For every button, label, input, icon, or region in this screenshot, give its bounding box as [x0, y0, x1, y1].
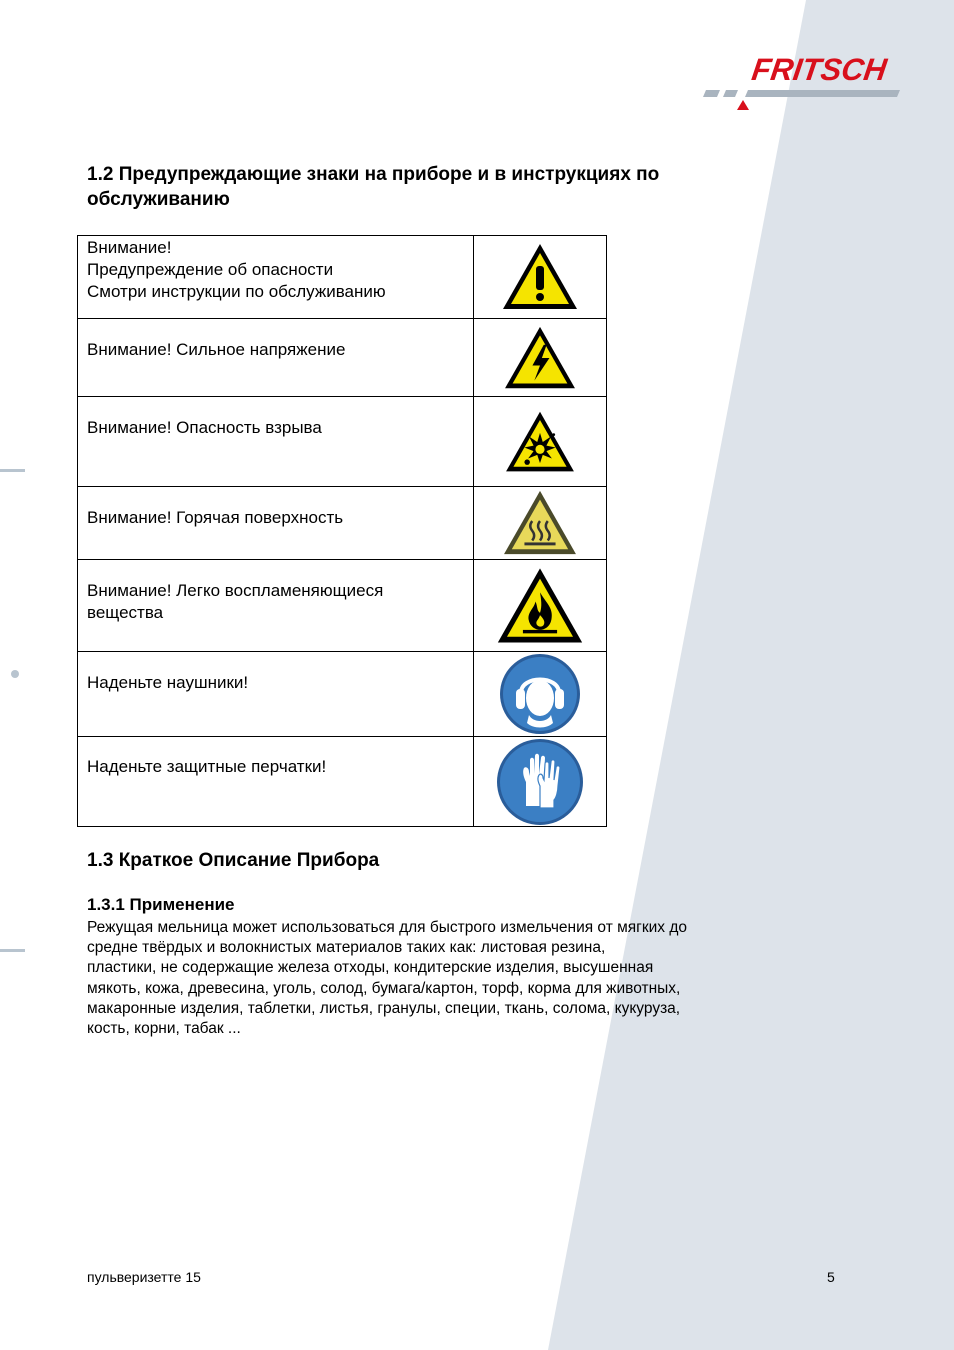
sign-label-line: Внимание! Горячая поверхность [87, 508, 344, 527]
sign-label-line: Наденьте защитные перчатки! [87, 757, 327, 776]
logo-wordmark: FRITSCH [749, 52, 889, 87]
paragraph-line: Режущая мельница может использоваться для быстрого измельчения от мягких до [87, 919, 687, 936]
sign-icon-cell [474, 652, 607, 737]
paragraph-line: мякоть, кожа, древесина, уголь, солод, бумага/картон, торф, корма для животных, [87, 979, 681, 997]
general-warning-icon [500, 241, 580, 313]
flammable-icon [494, 565, 586, 647]
sign-label-line: Внимание! Сильное напряжение [87, 340, 346, 359]
margin-mark [0, 469, 25, 472]
section-heading-1-2: 1.2 Предупреждающие знаки на приборе и в инструкциях по обслуживанию [87, 164, 660, 210]
fritsch-logo [700, 52, 915, 114]
sign-label [78, 319, 474, 397]
paragraph-line: средне твёрдых и волокнистых материалов таких как: листовая резина, [87, 939, 606, 957]
sign-icon-cell [474, 487, 607, 560]
ear-protection-icon [499, 653, 581, 735]
paragraph-line: кость, корни, табак ... [87, 1020, 241, 1038]
margin-dot [11, 670, 19, 678]
sign-label [78, 652, 474, 737]
sign-label-line: Внимание! Легко воспламеняющиеся [87, 581, 384, 600]
table-row [78, 487, 607, 560]
table-row [78, 397, 607, 487]
sign-icon-cell [474, 560, 607, 652]
sign-label-line: Наденьте наушники! [87, 673, 249, 692]
sign-label-line: Смотри инструкции по обслуживанию [87, 282, 386, 301]
explosion-icon [503, 409, 577, 475]
sign-icon-cell [474, 319, 607, 397]
sign-label-line: Внимание! Опасность взрыва [87, 418, 322, 437]
high-voltage-icon [502, 324, 578, 392]
table-row [78, 560, 607, 652]
application-paragraph [87, 918, 777, 1039]
table-row [78, 236, 607, 319]
margin-mark [0, 949, 25, 952]
table-row [78, 652, 607, 737]
sign-label [78, 487, 474, 560]
sign-icon-cell [474, 737, 607, 827]
footer-page-number: 5 [827, 1269, 835, 1285]
footer-product-name: пульверизетте 15 [87, 1269, 201, 1285]
hot-surface-icon [501, 488, 579, 558]
sign-icon-cell [474, 397, 607, 487]
table-row [78, 737, 607, 827]
section-heading-1-3: 1.3 Краткое Описание Прибора [87, 850, 380, 871]
table-row [78, 319, 607, 397]
sign-icon-cell [474, 236, 607, 319]
sign-label [78, 236, 474, 319]
paragraph-line: макаронные изделия, таблетки, листья, гранулы, специи, ткань, солома, кукуруза, [87, 999, 681, 1017]
sign-label [78, 737, 474, 827]
sign-label [78, 560, 474, 652]
sign-label-line: Внимание! [87, 238, 172, 257]
sign-label [78, 397, 474, 487]
gloves-icon [496, 738, 584, 826]
warning-signs-table [77, 235, 607, 827]
logo-lines [700, 88, 915, 114]
sign-label-line: вещества [87, 603, 164, 622]
sign-label-line: Предупреждение об опасности [87, 260, 334, 279]
paragraph-line: пластики, не содержащие железа отходы, кондитерские изделия, высушенная [87, 959, 654, 977]
section-subheading-1-3-1: 1.3.1 Применение [87, 895, 235, 914]
